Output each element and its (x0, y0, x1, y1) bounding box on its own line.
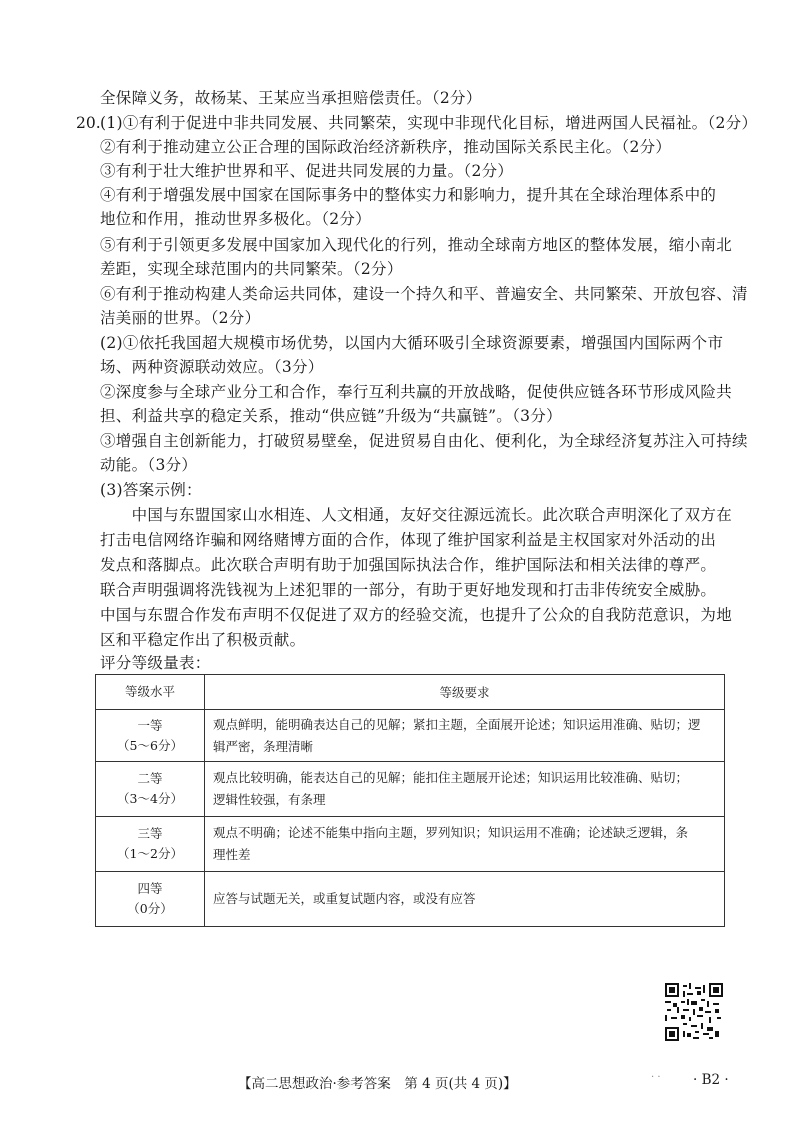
rubric-requirement-cell (205, 817, 725, 872)
rubric-header-level: 等级水平 (96, 675, 205, 710)
rubric-requirement-cell (205, 762, 725, 817)
sample-answer-line-6: 区和平稳定作出了积极贡献。 (100, 631, 306, 649)
part2-item-3-line1: ③增强自主创新能力，打破贸易壁垒，促进贸易自由化、便利化，为全球经济复苏注入可持续 (100, 432, 748, 450)
rubric-requirement-line: 辑严密，条理清晰 (213, 738, 314, 754)
rubric-level-cell (96, 762, 205, 817)
part1-item-5-line2: 差距，实现全球范围内的共同繁荣。（2分） (100, 260, 403, 278)
part2-item-1-line1: (2)①依托我国超大规模市场优势，以国内大循环吸引全球资源要素，增强国内国际两个市 (100, 334, 724, 352)
rubric-level: 三等 (137, 826, 163, 841)
rubric-points: （3～4分） (117, 791, 183, 806)
rubric-header-requirement: 等级要求 (205, 675, 725, 710)
rubric-requirement-line: 理性差 (213, 847, 251, 862)
rubric-row (96, 817, 725, 872)
rubric-requirement-cell (205, 710, 725, 762)
part2-item-2-line2: 担、利益共享的稳定关系，推动“供应链”升级为“共赢链”。（3分） (100, 407, 562, 425)
rubric-level-cell (96, 817, 205, 872)
rubric-level-cell (96, 872, 205, 927)
part2-item-1-line2: 场、两种资源联动效应。（3分） (100, 358, 324, 376)
carry-over-line: 全保障义务，故杨某、王某应当承担赔偿责任。（2分） (100, 89, 482, 107)
rubric-level-cell (96, 710, 205, 762)
rubric-level: 一等 (137, 717, 163, 733)
part1-item-6-line2: 洁美丽的世界。（2分） (100, 309, 261, 327)
part1-item-3: ③有利于壮大维护世界和平、促进共同发展的力量。（2分） (100, 162, 514, 180)
part1-item-1: (1)①有利于促进中非共同发展、共同繁荣，实现中非现代化目标，增进两国人民福祉。（2分） (100, 114, 758, 132)
rubric-title: 评分等级量表： (100, 654, 211, 672)
sample-answer-line-2: 打击电信网络诈骗和网络赌博方面的合作，体现了维护国家利益是主权国家对外活动的出 (100, 531, 717, 549)
rubric-level: 四等 (137, 881, 163, 896)
sample-answer-line-5: 中国与东盟合作发布声明不仅促进了双方的经验交流，也提升了公众的自我防范意识，为地 (100, 606, 733, 624)
page-code: · B2 · (693, 1072, 729, 1088)
part1-item-5-line1: ⑤有利于引领更多发展中国家加入现代化的行列，推动全球南方地区的整体发展，缩小南北 (100, 236, 733, 254)
part1-item-4-line2: 地位和作用，推动世界多极化。（2分） (100, 210, 372, 228)
rubric-points: （5～6分） (117, 737, 183, 753)
part1-item-4-line1: ④有利于增强发展中国家在国际事务中的整体实力和影响力，提升其在全球治理体系中的 (100, 186, 717, 204)
rubric-requirement-line: 逻辑性较强，有条理 (213, 792, 326, 807)
footer-page-info: 【高二思想政治·参考答案 第 4 页(共 4 页)】 (238, 1076, 517, 1092)
rubric-table (95, 674, 725, 927)
sample-answer-line-4: 联合声明强调将洗钱视为上述犯罪的一部分，有助于更好地发现和打击非传统安全威胁。 (100, 581, 717, 599)
part1-item-6-line1: ⑥有利于推动构建人类命运共同体，建设一个持久和平、普遍安全、共同繁荣、开放包容、清 (100, 285, 748, 303)
rubric-requirement-line: 观点比较明确，能表达自己的见解；能扣住主题展开论述；知识运用比较准确、贴切； (213, 770, 689, 785)
part2-item-2-line1: ②深度参与全球产业分工和合作，奉行互利共赢的开放战略，促使供应链各环节形成风险共 (100, 383, 733, 401)
rubric-requirement-cell (205, 872, 725, 927)
footer-dots: · · (651, 1072, 661, 1083)
rubric-requirement-line: 观点不明确；论述不能集中指向主题，罗列知识；知识运用不准确；论述缺乏逻辑，条 (213, 825, 689, 840)
sample-answer-line-1: 中国与东盟国家山水相连、人文相通，友好交往源远流长。此次联合声明深化了双方在 (100, 506, 733, 524)
rubric-level: 二等 (137, 771, 163, 786)
part2-item-3-line2: 动能。（3分） (100, 456, 198, 474)
rubric-points: （1～2分） (117, 846, 183, 861)
rubric-row (96, 762, 725, 817)
rubric-points: （0分） (127, 901, 173, 916)
rubric-header-row (96, 675, 725, 710)
rubric-requirement-line: 观点鲜明，能明确表达自己的见解；紧扣主题，全面展开论述；知识运用准确、贴切；逻 (213, 716, 701, 732)
question-number: 20. (76, 114, 101, 132)
qr-code-icon[interactable] (665, 983, 723, 1041)
sample-answer-line-3: 发点和落脚点。此次联合声明有助于加强国际执法合作，维护国际法和相关法律的尊严。 (100, 556, 717, 574)
rubric-requirement-line: 应答与试题无关，或重复试题内容，或没有应答 (213, 891, 476, 906)
rubric-row (96, 710, 725, 762)
part3-label: (3)答案示例： (100, 481, 202, 499)
rubric-row (96, 872, 725, 927)
part1-item-2: ②有利于推动建立公正合理的国际政治经济新秩序，推动国际关系民主化。（2分） (100, 138, 672, 156)
